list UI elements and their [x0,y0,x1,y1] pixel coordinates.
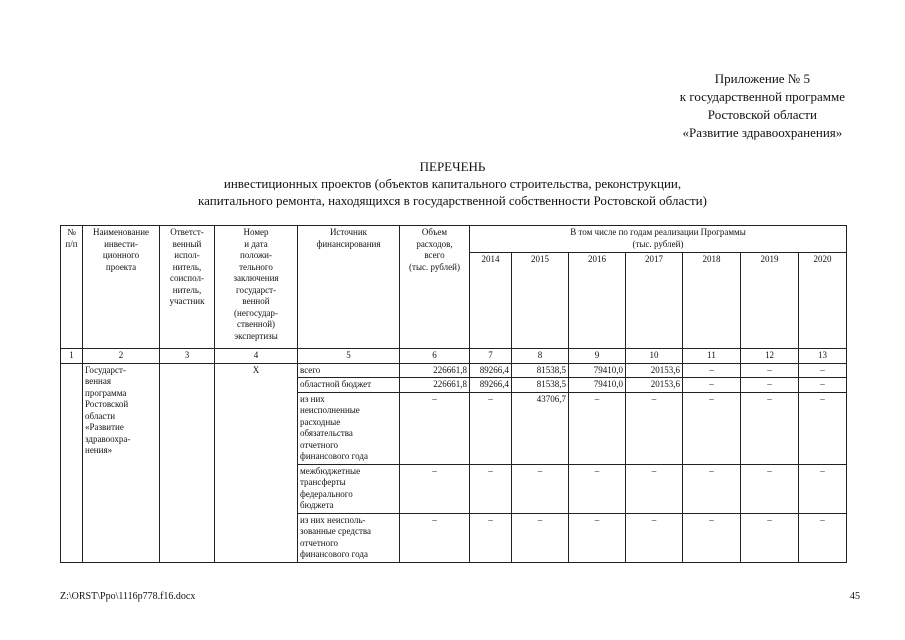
footer-page-number: 45 [850,591,860,602]
year-cell: – [683,513,741,562]
document-title [0,158,905,209]
year-cell: 89266,4 [470,363,512,378]
year-cell: – [799,363,847,378]
year-cell: – [512,513,569,562]
year-cell: – [470,464,512,513]
year-cell: – [799,464,847,513]
year-cell: – [799,378,847,393]
total-cell: 226661,8 [400,378,470,393]
year-cell: – [683,464,741,513]
col-number: 5 [298,349,400,364]
col-number: 13 [799,349,847,364]
header-total: Объем расходов, всего (тыс. рублей) [400,226,470,349]
col-number: 9 [569,349,626,364]
year-cell: – [569,392,626,464]
header-year-2014: 2014 [470,253,512,349]
column-number-row [61,349,847,364]
header-year-2020: 2020 [799,253,847,349]
year-cell: 79410,0 [569,363,626,378]
col-number: 2 [83,349,160,364]
year-cell: – [626,464,683,513]
appendix-line-4: «Развитие здравоохранения» [682,125,843,140]
total-cell: – [400,513,470,562]
year-cell: 79410,0 [569,378,626,393]
year-cell: – [470,513,512,562]
title-heading: ПЕРЕЧЕНЬ [419,159,486,174]
year-cell: – [741,363,799,378]
year-cell: – [683,392,741,464]
appendix-block [680,70,845,142]
project-name-cell: Государст- венная программа Ростовской области «Развитие здравоохра- нения» [83,363,160,562]
col-number: 11 [683,349,741,364]
footer-file-path: Z:\ORST\Ppo\1116p778.f16.docx [60,591,196,602]
header-source: Источник финансирования [298,226,400,349]
source-cell: из них неисполненные расходные обязательства отчетного финансового года [298,392,400,464]
year-cell: – [569,513,626,562]
header-row-1 [61,226,847,253]
year-cell: 20153,6 [626,363,683,378]
title-line-1: инвестиционных проектов (объектов капитального строительства, реконструкции, [223,176,682,191]
col-number: 8 [512,349,569,364]
responsible-cell [160,363,215,562]
header-project-name: Наименование инвести- ционного проекта [83,226,160,349]
col-number: 12 [741,349,799,364]
source-cell: из них неисполь- зованные средства отчетного финансового года [298,513,400,562]
header-num: № п/п [61,226,83,349]
year-cell: – [799,513,847,562]
year-cell: 20153,6 [626,378,683,393]
appendix-line-1: Приложение № 5 [714,71,810,86]
year-cell: – [470,392,512,464]
header-years-group: В том числе по годам реализации Программы (тыс. рублей) [470,226,847,253]
year-cell: – [569,464,626,513]
row-number-cell [61,363,83,562]
header-year-2016: 2016 [569,253,626,349]
col-number: 1 [61,349,83,364]
header-year-2015: 2015 [512,253,569,349]
year-cell: – [512,464,569,513]
appendix-line-2: к государственной программе [679,89,845,104]
expertise-cell: Х [215,363,298,562]
year-cell: – [683,378,741,393]
col-number: 7 [470,349,512,364]
year-cell: – [626,392,683,464]
investment-projects-table [60,225,847,563]
header-year-2019: 2019 [741,253,799,349]
appendix-line-3: Ростовской области [707,107,817,122]
year-cell: – [626,513,683,562]
header-year-2018: 2018 [683,253,741,349]
year-cell: – [683,363,741,378]
year-cell: 89266,4 [470,378,512,393]
year-cell: – [741,464,799,513]
header-responsible: Ответст- венный испол- нитель, соиспол- нитель, участник [160,226,215,349]
table-row [61,363,847,378]
year-cell: 43706,7 [512,392,569,464]
header-expertise: Номер и дата положи- тельного заключения государст- венной (негосудар- ственной) экспертизы [215,226,298,349]
year-cell: – [741,513,799,562]
source-cell: межбюджетные трансферты федерального бюджета [298,464,400,513]
year-cell: 81538,5 [512,363,569,378]
year-cell: 81538,5 [512,378,569,393]
total-cell: – [400,392,470,464]
source-cell: всего [298,363,400,378]
year-cell: – [741,378,799,393]
col-number: 3 [160,349,215,364]
year-cell: – [741,392,799,464]
header-year-2017: 2017 [626,253,683,349]
source-cell: областной бюджет [298,378,400,393]
year-cell: – [799,392,847,464]
title-line-2: капитального ремонта, находящихся в государственной собственности Ростовской области) [198,193,707,208]
col-number: 10 [626,349,683,364]
total-cell: – [400,464,470,513]
col-number: 4 [215,349,298,364]
col-number: 6 [400,349,470,364]
total-cell: 226661,8 [400,363,470,378]
